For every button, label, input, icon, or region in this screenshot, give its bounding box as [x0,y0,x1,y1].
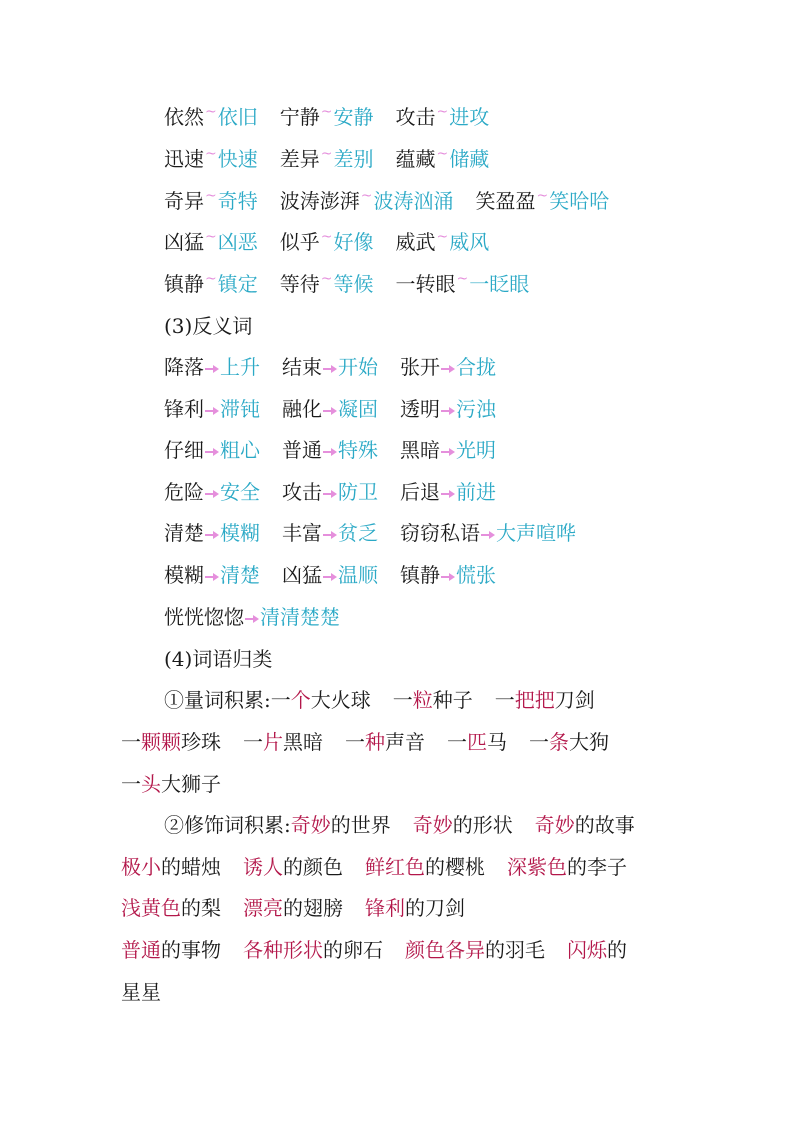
answer-word: 上升 [220,355,260,379]
tilde-mark: ~ [436,229,449,245]
text-segment: (4)词语归类 [164,647,273,671]
text-segment: 的羽毛 [485,938,545,962]
text-segment: 蕴藏 [395,147,436,171]
highlight-word: 粒 [412,688,433,712]
text-segment: 危险 [164,480,204,504]
tilde-mark: ~ [456,271,469,287]
tilde-mark: ~ [205,229,217,245]
text-segment: 似乎 [279,230,320,254]
text-line [121,938,627,962]
highlight-word: 头 [141,772,161,796]
text-segment: 的樱桃 [425,855,485,879]
text-segment: 融化 [282,397,322,421]
text-segment: 普通 [282,438,322,462]
highlight-word: 漂亮 [243,896,283,920]
text-segment: 清楚 [164,521,204,545]
answer-word: 波涛汹涌 [373,189,454,213]
highlight-word: 颗颗 [141,730,181,754]
arrow-right-icon [205,489,219,499]
text-line [164,314,252,338]
text-segment: 的翅膀 [283,896,343,920]
text-segment: 凶猛 [282,563,322,587]
arrow-right-icon [441,364,455,374]
highlight-word: 把把 [514,688,555,712]
text-line [121,896,465,920]
text-segment: 后退 [400,480,440,504]
text-line [164,438,496,462]
highlight-word: 各种形状 [243,938,323,962]
text-segment: 一 [345,730,365,754]
text-segment: 一 [392,688,413,712]
text-segment: 的形状 [452,813,513,837]
text-segment: 宁静 [279,105,320,129]
text-segment: 的蜡烛 [161,855,221,879]
text-segment: 黑暗 [283,730,323,754]
text-segment: 仔细 [164,438,204,462]
text-segment: ①量词积累:一 [164,688,291,712]
highlight-word: 普通 [121,938,161,962]
answer-word: 粗心 [220,438,260,462]
answer-word: 等候 [333,272,374,296]
tilde-mark: ~ [436,146,449,162]
arrow-right-icon [441,447,455,457]
tilde-mark: ~ [205,188,217,204]
text-segment: 一 [121,730,141,754]
text-line [164,230,489,254]
arrow-right-icon [245,614,259,624]
answer-word: 贫乏 [338,521,378,545]
highlight-word: 闪烁 [567,938,607,962]
highlight-word: 个 [290,688,311,712]
arrow-right-icon [323,489,337,499]
answer-word: 合拢 [456,355,496,379]
answer-word: 特殊 [338,438,378,462]
tilde-mark: ~ [205,104,217,120]
text-line [164,605,340,629]
text-line [164,397,496,421]
arrow-right-icon [323,406,337,416]
text-segment: 的世界 [330,813,391,837]
highlight-word: 种 [365,730,385,754]
answer-word: 威风 [449,230,490,254]
answer-word: 奇特 [217,189,258,213]
text-segment: 的李子 [567,855,627,879]
text-segment: 的卵石 [323,938,383,962]
text-line [164,563,496,587]
arrow-right-icon [323,572,337,582]
text-segment: 奇异 [164,189,204,213]
tilde-mark: ~ [436,104,449,120]
tilde-mark: ~ [205,271,217,287]
arrow-right-icon [205,447,219,457]
text-line [121,730,609,754]
text-segment: 威武 [395,230,436,254]
arrow-right-icon [441,572,455,582]
answer-word: 依旧 [217,105,258,129]
highlight-word: 条 [549,730,569,754]
tilde-mark: ~ [360,188,373,204]
tilde-mark: ~ [320,271,333,287]
answer-word: 温顺 [338,563,378,587]
text-line [121,980,161,1004]
text-line [164,105,489,129]
text-segment: 珍珠 [181,730,221,754]
arrow-right-icon [323,364,337,374]
answer-word: 储藏 [449,147,490,171]
text-segment: 攻击 [282,480,322,504]
answer-word: 安全 [220,480,260,504]
answer-word: 光明 [456,438,496,462]
answer-word: 大声喧哗 [496,521,576,545]
text-segment: 镇静 [400,563,440,587]
highlight-word: 匹 [467,730,487,754]
text-segment: 窃窃私语 [400,521,480,545]
text-segment: 马 [487,730,507,754]
text-segment: 差异 [279,147,320,171]
text-segment: 张开 [400,355,440,379]
text-segment: 的故事 [574,813,635,837]
answer-word: 笑哈哈 [549,189,610,213]
arrow-right-icon [205,572,219,582]
text-line [164,480,496,504]
text-line [164,813,635,837]
answer-word: 一眨眼 [469,272,530,296]
text-line [164,521,576,545]
text-segment: 迅速 [164,147,204,171]
arrow-right-icon [205,406,219,416]
tilde-mark: ~ [205,146,217,162]
highlight-word: 诱人 [243,855,283,879]
answer-word: 快速 [217,147,258,171]
highlight-word: 锋利 [365,896,405,920]
text-segment: 等待 [279,272,320,296]
arrow-right-icon [323,447,337,457]
answer-word: 开始 [338,355,378,379]
tilde-mark: ~ [320,104,333,120]
text-segment: 声音 [385,730,425,754]
text-segment: ②修饰词积累: [164,813,291,837]
answer-word: 安静 [333,105,374,129]
text-line [164,688,595,712]
highlight-word: 奇妙 [534,813,575,837]
highlight-word: 鲜红色 [365,855,425,879]
text-segment: 大狮子 [161,772,221,796]
tilde-mark: ~ [320,146,333,162]
answer-word: 差别 [333,147,374,171]
text-segment: 笑盈盈 [475,189,536,213]
arrow-right-icon [323,530,337,540]
highlight-word: 颜色各异 [405,938,485,962]
answer-word: 污浊 [456,397,496,421]
text-segment: 一 [494,688,515,712]
arrow-right-icon [205,530,219,540]
text-segment: 丰富 [282,521,322,545]
text-line [121,772,221,796]
text-segment: 的 [607,938,627,962]
text-line [164,355,496,379]
arrow-right-icon [441,406,455,416]
text-segment: 结束 [282,355,322,379]
text-segment: 镇静 [164,272,204,296]
text-segment: 一 [121,772,141,796]
text-segment: (3)反义词 [164,314,253,338]
text-segment: 的刀剑 [405,896,465,920]
text-line [164,647,272,671]
highlight-word: 极小 [121,855,161,879]
text-line [164,147,489,171]
arrow-right-icon [481,530,495,540]
answer-word: 慌张 [456,563,496,587]
highlight-word: 浅黄色 [121,896,181,920]
text-segment: 锋利 [164,397,204,421]
text-line [164,189,609,213]
answer-word: 镇定 [217,272,258,296]
text-segment: 一转眼 [395,272,456,296]
highlight-word: 奇妙 [290,813,331,837]
text-segment: 刀剑 [554,688,595,712]
text-segment: 星星 [121,980,161,1004]
text-segment: 的颜色 [283,855,343,879]
text-segment: 透明 [400,397,440,421]
arrow-right-icon [441,489,455,499]
highlight-word: 深紫色 [507,855,567,879]
answer-word: 防卫 [338,480,378,504]
tilde-mark: ~ [320,229,333,245]
text-segment: 恍恍惚惚 [164,605,244,629]
highlight-word: 奇妙 [412,813,453,837]
answer-word: 好像 [333,230,374,254]
arrow-right-icon [205,364,219,374]
tilde-mark: ~ [536,188,549,204]
answer-word: 模糊 [220,521,260,545]
text-segment: 大火球 [310,688,371,712]
text-segment: 种子 [432,688,473,712]
answer-word: 凝固 [338,397,378,421]
text-segment: 黑暗 [400,438,440,462]
highlight-word: 片 [263,730,283,754]
text-segment: 一 [447,730,467,754]
text-segment: 凶猛 [164,230,204,254]
text-line [121,855,627,879]
text-segment: 攻击 [395,105,436,129]
answer-word: 凶恶 [217,230,258,254]
text-segment: 一 [529,730,549,754]
answer-word: 进攻 [449,105,490,129]
text-line [164,272,529,296]
text-segment: 大狗 [569,730,609,754]
text-segment: 模糊 [164,563,204,587]
answer-word: 清楚 [220,563,260,587]
text-segment: 一 [243,730,263,754]
answer-word: 前进 [456,480,496,504]
answer-word: 清清楚楚 [260,605,340,629]
text-segment: 的梨 [181,896,221,920]
answer-word: 滞钝 [220,397,260,421]
text-segment: 降落 [164,355,204,379]
text-segment: 依然 [164,105,204,129]
text-segment: 波涛澎湃 [279,189,360,213]
text-segment: 的事物 [161,938,221,962]
